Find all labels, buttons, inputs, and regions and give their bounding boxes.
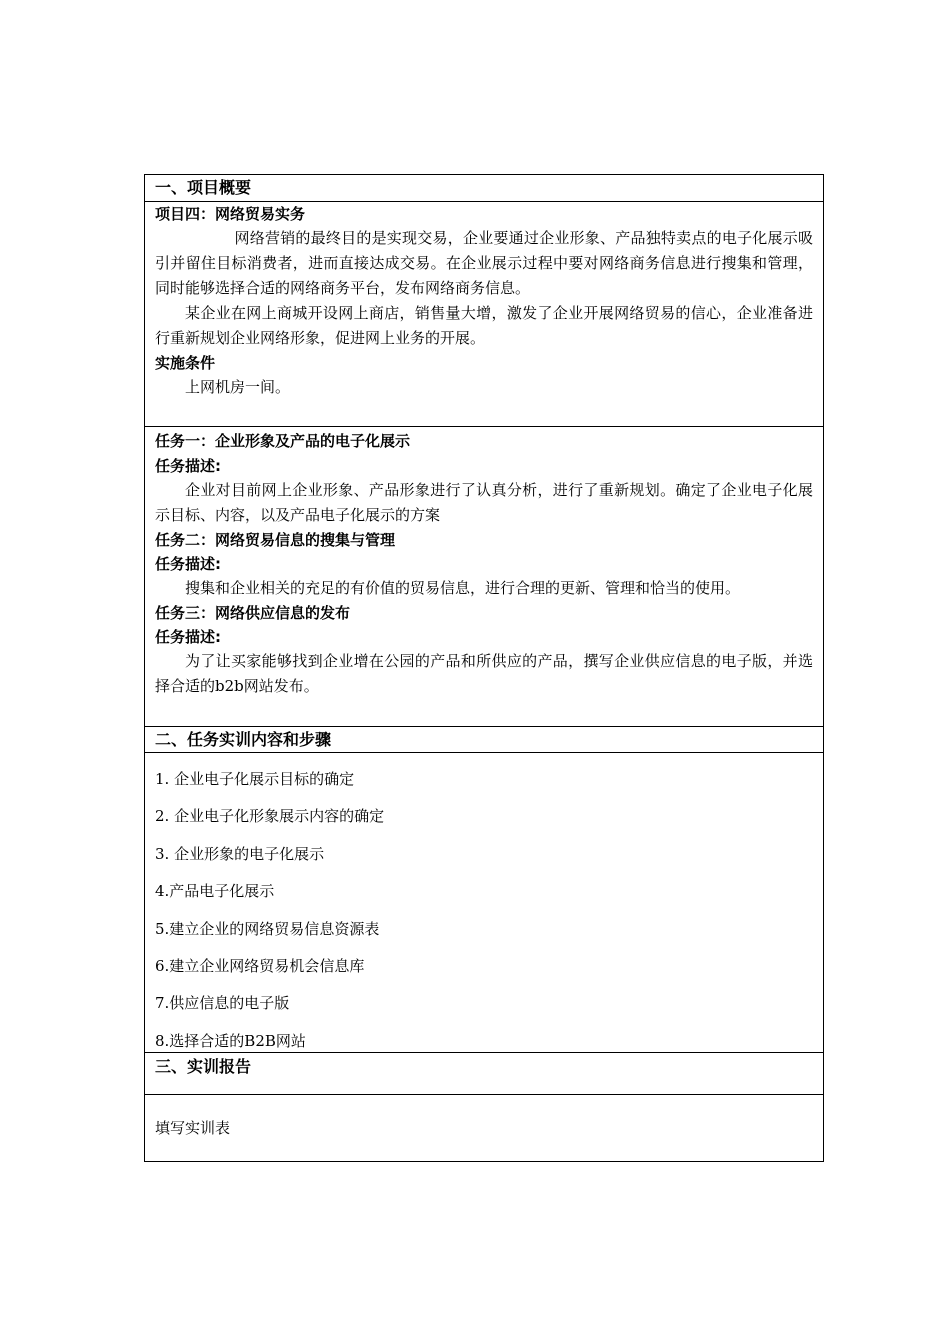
conditions-text: 上网机房一间。	[185, 378, 291, 396]
section-overview-header	[145, 175, 823, 201]
project-table	[144, 174, 824, 1162]
step-item: 4.产品电子化展示	[155, 882, 275, 901]
task-desc-label: 任务描述:	[155, 457, 221, 475]
step-item: 8.选择合适的B2B网站	[155, 1031, 306, 1050]
task-title: 任务三：网络供应信息的发布	[155, 604, 351, 622]
section-heading: 一、项目概要	[155, 178, 252, 197]
step-item: 5.建立企业的网络贸易信息资源表	[155, 919, 380, 938]
task-desc-label: 任务描述:	[155, 555, 221, 573]
task-desc: 搜集和企业相关的充足的有价值的贸易信息，进行合理的更新、管理和恰当的使用。	[185, 579, 741, 597]
conditions-label: 实施条件	[155, 354, 216, 372]
report-text: 填写实训表	[155, 1119, 231, 1137]
section-report-header	[145, 1052, 823, 1094]
task-desc: 为了让买家能够找到企业增在公园的产品和所供应的产品，撰写企业供应信息的电子版，并选择合适的b2b网站发布。	[155, 652, 813, 695]
intro-paragraph: 网络营销的最终目的是实现交易，企业要通过企业形象、产品独特卖点的电子化展示吸引并留住目标消费者，进而直接达成交易。在企业展示过程中要对网络商务信息进行搜集和管理，同时能够选择合适的网络商务平台，发布网络商务信息。	[155, 229, 813, 297]
task-desc-label: 任务描述:	[155, 628, 221, 646]
step-item: 6.建立企业网络贸易机会信息库	[155, 957, 365, 976]
task-title: 任务二：网络贸易信息的搜集与管理	[155, 531, 396, 549]
tasks-body	[145, 426, 823, 726]
step-item: 1. 企业电子化展示目标的确定	[155, 770, 355, 788]
section-overview-body	[145, 201, 823, 426]
step-item: 7.供应信息的电子版	[155, 994, 290, 1013]
case-paragraph: 某企业在网上商城开设网上商店，销售量大增，激发了企业开展网络贸易的信心，企业准备进行重新规划企业网络形象，促进网上业务的开展。	[155, 304, 813, 347]
section-steps-header	[145, 726, 823, 752]
project-title: 项目四：网络贸易实务	[155, 205, 306, 223]
task-desc: 企业对目前网上企业形象、产品形象进行了认真分析，进行了重新规划。确定了企业电子化展示目标、内容，以及产品电子化展示的方案	[155, 481, 813, 524]
section-heading: 三、实训报告	[155, 1057, 252, 1076]
section-steps-body	[145, 752, 823, 1052]
section-report-body	[145, 1094, 823, 1161]
section-heading: 二、任务实训内容和步骤	[155, 730, 332, 749]
step-item: 3. 企业形象的电子化展示	[155, 844, 325, 863]
step-item: 2. 企业电子化形象展示内容的确定	[155, 807, 385, 826]
task-title: 任务一：企业形象及产品的电子化展示	[155, 432, 411, 450]
